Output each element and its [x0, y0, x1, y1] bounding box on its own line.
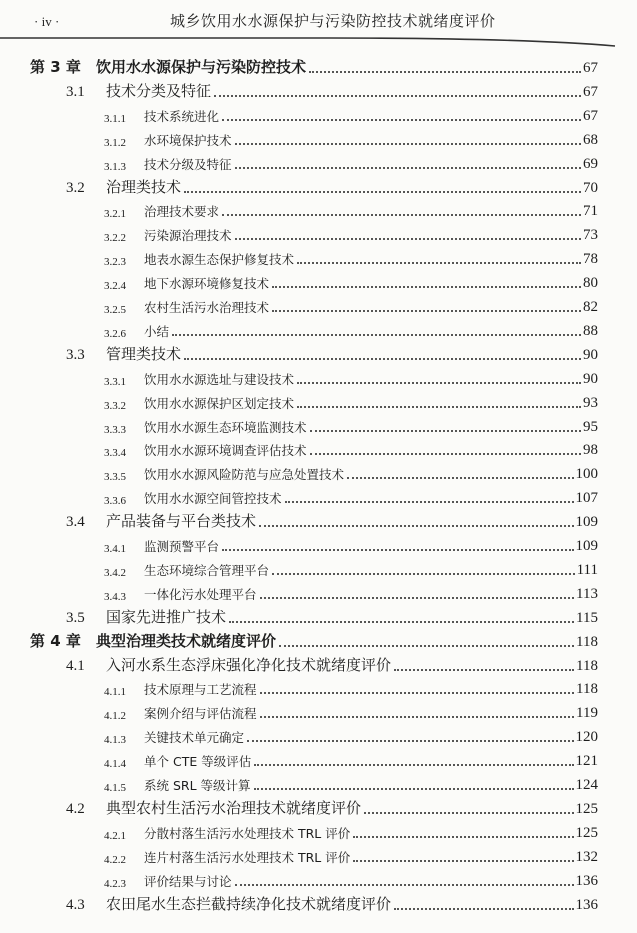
running-title: 城乡饮用水水源保护与污染防控技术就绪度评价: [170, 12, 496, 30]
toc-entry[interactable]: [0, 55, 598, 77]
toc-entry-title: 生态环境综合管理平台: [144, 562, 270, 578]
toc-entry-title: 小结: [144, 323, 170, 339]
toc-entry-page: 124: [575, 777, 598, 793]
toc-entry[interactable]: [0, 270, 598, 292]
dot-leader: [184, 357, 581, 360]
toc-entry[interactable]: [0, 724, 598, 746]
toc-entry-number: 4.1.2: [104, 710, 126, 723]
toc-entry[interactable]: [0, 820, 598, 842]
toc-entry-page: 90: [583, 346, 598, 363]
toc-entry-page: 67: [583, 107, 598, 124]
toc-entry-title: 饮用水水源空间管控技术: [144, 491, 282, 507]
toc-entry-page: 125: [575, 800, 598, 817]
toc-entry-title: 治理类技术: [106, 177, 182, 196]
toc-entry-number: 3.2.4: [104, 280, 126, 293]
toc-entry-page: 109: [575, 514, 598, 531]
dot-leader: [247, 739, 573, 742]
toc-entry[interactable]: [0, 700, 598, 722]
toc-entry-title: 单个 CTE 等级评估: [144, 754, 252, 770]
toc-entry[interactable]: [0, 844, 598, 866]
toc-entry-page: 67: [583, 83, 598, 100]
dot-leader: [222, 213, 581, 216]
toc-entry[interactable]: [0, 127, 598, 149]
toc-entry-page: 115: [576, 609, 598, 626]
toc-entry-page: 136: [575, 872, 598, 889]
toc-entry[interactable]: [0, 366, 598, 388]
toc-entry-title: 技术分级及特征: [144, 156, 232, 172]
toc-entry-number: 第 3 章: [30, 58, 81, 76]
toc-entry-number: 4.1.5: [104, 782, 126, 794]
toc-entry-number: 3.2: [66, 179, 85, 196]
toc-entry[interactable]: [0, 748, 598, 770]
toc-entry-page: 88: [583, 322, 598, 339]
dot-leader: [310, 452, 581, 455]
toc-entry[interactable]: [0, 629, 598, 651]
toc-entry-number: 3.2.6: [104, 327, 126, 340]
dot-leader: [260, 596, 575, 599]
dot-leader: [235, 166, 581, 169]
toc-entry-page: 82: [583, 299, 598, 315]
toc-entry-number: 4.1: [66, 657, 85, 674]
toc-entry-title: 饮用水水源保护区划定技术: [144, 395, 295, 411]
toc-entry-page: 125: [575, 824, 598, 841]
toc-entry-page: 107: [575, 490, 598, 507]
dot-leader: [254, 787, 574, 790]
toc-entry[interactable]: [0, 533, 598, 555]
toc-entry[interactable]: [0, 151, 598, 173]
toc-entry-page: 80: [583, 275, 598, 292]
toc-entry[interactable]: [0, 509, 598, 531]
toc-entry-page: 120: [575, 729, 598, 746]
toc-entry-number: 3.3.6: [104, 495, 126, 508]
toc-entry-page: 118: [576, 681, 598, 698]
page-header: [0, 0, 637, 44]
toc-entry[interactable]: [0, 390, 598, 412]
toc-entry[interactable]: [0, 676, 598, 698]
toc-entry[interactable]: [0, 605, 598, 627]
toc-entry[interactable]: [0, 892, 598, 914]
dot-leader: [254, 763, 573, 766]
toc-entry-title: 关键技术单元确定: [144, 730, 245, 746]
toc-entry-title: 地表水源生态保护修复技术: [144, 252, 295, 268]
dot-leader: [229, 620, 574, 623]
toc-entry[interactable]: [0, 485, 598, 507]
dot-leader: [272, 285, 581, 288]
toc-entry-number: 4.1.4: [104, 758, 126, 771]
toc-entry-number: 3.3.1: [104, 375, 126, 388]
toc-entry-page: 73: [583, 227, 598, 244]
dot-leader: [297, 381, 581, 384]
dot-leader: [259, 524, 573, 527]
dot-leader: [235, 883, 574, 886]
toc-entry-number: 4.2: [66, 800, 85, 817]
toc-entry-title: 地下水源环境修复技术: [144, 276, 270, 292]
toc-entry[interactable]: [0, 868, 598, 890]
toc-entry-number: 3.2.1: [104, 208, 126, 221]
toc-entry-page: 71: [583, 203, 598, 220]
toc-entry-title: 评价结果与讨论: [144, 873, 232, 889]
dot-leader: [272, 309, 581, 312]
dot-leader: [222, 548, 573, 551]
toc-entry-page: 69: [583, 155, 598, 172]
toc-entry[interactable]: [0, 772, 598, 794]
toc-entry-number: 4.2.1: [104, 829, 126, 842]
dot-leader: [309, 70, 581, 73]
toc-entry-number: 3.3.4: [104, 447, 126, 460]
toc-entry[interactable]: [0, 414, 598, 436]
dot-leader: [214, 94, 581, 97]
toc-entry-title: 技术系统进化: [144, 108, 220, 124]
toc-entry-title: 产品装备与平台类技术: [106, 512, 257, 531]
toc-entry[interactable]: [0, 246, 598, 268]
toc-entry-number: 4.3: [66, 896, 85, 913]
toc-entry[interactable]: [0, 557, 598, 579]
toc-entry-number: 4.2.2: [104, 853, 126, 866]
dot-leader: [353, 835, 573, 838]
toc-entry-title: 技术分类及特征: [106, 81, 212, 100]
dot-leader: [297, 261, 581, 264]
toc-entry-title: 连片村落生活污水处理技术 TRL 评价: [144, 849, 351, 865]
toc-entry-title: 饮用水水源选址与建设技术: [144, 371, 295, 387]
dot-leader: [235, 142, 581, 145]
toc-entry-page: 132: [575, 848, 598, 865]
toc-entry-title: 典型农村生活污水治理技术就绪度评价: [106, 798, 362, 817]
toc-entry-title: 系统 SRL 等级计算: [144, 778, 251, 793]
toc-entry-number: 3.3: [66, 346, 85, 363]
toc-entry-page: 109: [575, 538, 598, 554]
dot-leader: [310, 429, 581, 432]
toc-entry-title: 监测预警平台: [144, 539, 220, 554]
toc-entry-page: 118: [576, 633, 598, 650]
toc-entry-title: 饮用水水源保护与污染防控技术: [96, 58, 307, 76]
toc-entry[interactable]: [0, 103, 598, 125]
toc-entry-page: 78: [583, 251, 598, 268]
toc-entry-number: 3.3.3: [104, 423, 126, 436]
toc-entry-title: 饮用水水源风险防范与应急处置技术: [144, 467, 345, 483]
toc-entry-number: 4.1.3: [104, 734, 126, 747]
toc-entry[interactable]: [0, 198, 598, 220]
dot-leader: [297, 405, 581, 408]
toc-entry-number: 3.2.2: [104, 232, 126, 245]
toc-entry[interactable]: [0, 79, 598, 101]
toc-entry[interactable]: [0, 342, 598, 364]
dot-leader: [364, 811, 573, 814]
toc-entry-page: 68: [583, 131, 598, 148]
toc-entry[interactable]: [0, 318, 598, 340]
dot-leader: [394, 907, 573, 910]
toc-entry-title: 水环境保护技术: [144, 132, 232, 148]
toc-entry-title: 管理类技术: [106, 344, 182, 363]
toc-entry-number: 3.1.3: [104, 160, 126, 173]
dot-leader: [260, 715, 575, 718]
toc-entry[interactable]: [0, 175, 598, 197]
toc-entry-page: 100: [575, 466, 598, 483]
toc-entry-number: 4.1.1: [104, 686, 126, 699]
dot-leader: [279, 644, 574, 647]
toc-entry-page: 67: [583, 60, 598, 76]
toc-entry[interactable]: [0, 796, 598, 818]
toc-entry-title: 典型治理类技术就绪度评价: [96, 631, 277, 650]
toc-entry-title: 技术原理与工艺流程: [144, 682, 257, 698]
toc-entry-title: 分散村落生活污水处理技术 TRL 评价: [144, 825, 351, 841]
toc-entry-title: 饮用水水源生态环境监测技术: [144, 419, 307, 435]
toc-entry-title: 饮用水水源环境调查评估技术: [144, 443, 307, 459]
toc-entry-page: 98: [583, 442, 598, 459]
dot-leader: [222, 118, 581, 121]
toc-entry-page: 118: [576, 657, 598, 674]
toc-entry-title: 农村生活污水治理技术: [144, 300, 270, 315]
toc-entry[interactable]: [0, 222, 598, 244]
toc-entry-page: 119: [576, 705, 598, 722]
page-number: · iv ·: [34, 14, 60, 29]
toc-entry-page: 70: [583, 179, 598, 196]
toc-entry-number: 3.4.1: [104, 543, 126, 555]
dot-leader: [347, 476, 573, 479]
toc-entry-page: 111: [576, 561, 598, 578]
dot-leader: [235, 237, 581, 240]
toc-entry-number: 3.1.1: [104, 112, 126, 125]
dot-leader: [184, 190, 581, 193]
toc-entry-number: 3.2.5: [104, 304, 126, 316]
toc-entry-number: 3.3.2: [104, 399, 126, 412]
toc-entry-number: 3.4: [66, 514, 85, 531]
dot-leader: [394, 668, 574, 671]
toc-entry-page: 121: [575, 753, 598, 770]
toc-entry-number: 3.3.5: [104, 471, 126, 484]
dot-leader: [172, 333, 581, 336]
dot-leader: [353, 859, 573, 862]
toc-entry-page: 93: [583, 394, 598, 411]
toc-entry-number: 第 4 章: [30, 631, 81, 650]
toc-entry-page: 95: [583, 418, 598, 435]
dot-leader: [285, 500, 574, 503]
toc-entry-page: 136: [575, 896, 598, 913]
toc-entry-page: 113: [576, 585, 598, 602]
toc-entry-page: 90: [583, 370, 598, 387]
toc-entry[interactable]: [0, 294, 598, 316]
toc-entry-number: 3.2.3: [104, 256, 126, 269]
toc-entry[interactable]: [0, 461, 598, 483]
toc-entry-number: 3.1: [66, 83, 85, 100]
toc-entry-title: 案例介绍与评估流程: [144, 706, 257, 722]
toc-entry-title: 治理技术要求: [144, 204, 220, 220]
dot-leader: [272, 572, 575, 575]
toc-entry-number: 3.5: [66, 609, 85, 626]
toc-entry-number: 3.1.2: [104, 136, 126, 149]
toc-entry-title: 入河水系生态浮床强化净化技术就绪度评价: [106, 655, 392, 674]
toc-entry-number: 3.4.3: [104, 590, 126, 603]
toc-entry-title: 污染源治理技术: [144, 228, 232, 244]
toc-entry[interactable]: [0, 653, 598, 675]
toc-entry-title: 国家先进推广技术: [106, 607, 227, 626]
toc-entry[interactable]: [0, 581, 598, 603]
toc-entry-title: 一体化污水处理平台: [144, 586, 257, 602]
toc-entry-title: 农田尾水生态拦截持续净化技术就绪度评价: [106, 894, 392, 913]
toc-entry-number: 3.4.2: [104, 566, 126, 579]
dot-leader: [260, 691, 575, 694]
header-rule: [0, 34, 637, 48]
toc-entry[interactable]: [0, 437, 598, 459]
toc-entry-number: 4.2.3: [104, 877, 126, 890]
